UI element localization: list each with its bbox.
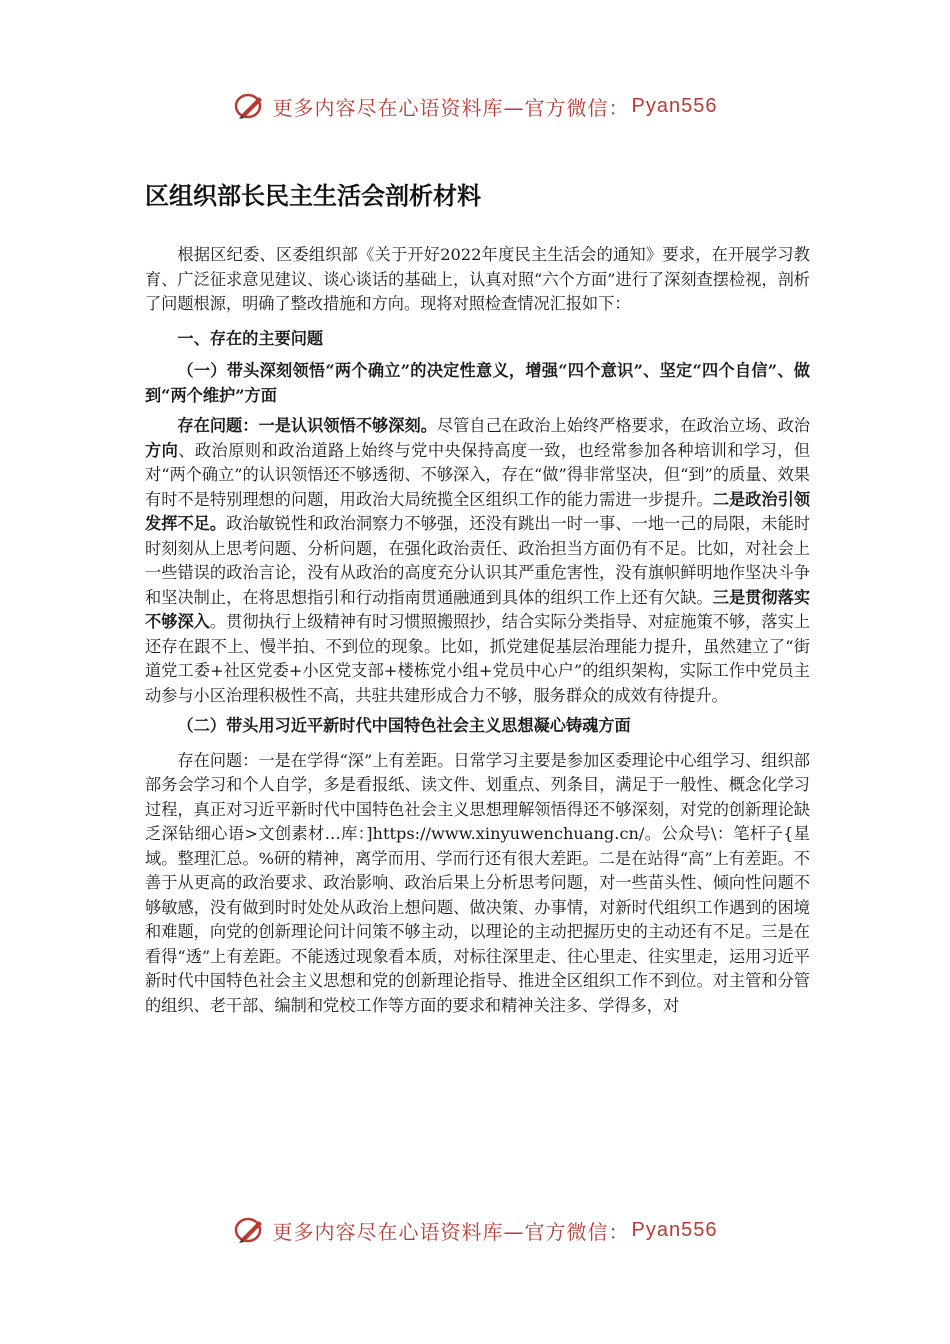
text-run-1: 尽管自己在政治上始终严格要求，在政治立场、政治	[436, 416, 810, 435]
problem-paragraph-1	[145, 414, 810, 708]
watermark-banner-top	[0, 86, 950, 126]
pen-logo-icon	[233, 91, 267, 121]
bold-lead-2: 二是政治引领发挥不足。	[145, 489, 811, 533]
subsection-heading-1: （一）带头深刻领悟“两个确立”的决定性意义，增强“四个意识”、坚定“四个自信”、做到“两个维护”方面	[145, 361, 810, 405]
document-page	[145, 176, 810, 1018]
watermark-text: 更多内容尽在心语资料库—官方微信：	[272, 1219, 630, 1244]
page-title: 区组织部长民主生活会剖析材料	[145, 182, 481, 210]
watermark-wechat-id: Pyan556	[631, 1218, 718, 1241]
bold-inline-direction: 方向	[145, 440, 179, 460]
watermark-text: 更多内容尽在心语资料库—官方微信：	[272, 95, 630, 120]
problem-paragraph-2: 存在问题：一是在学得“深”上有差距。日常学习主要是参加区委理论中心组学习、组织部部务会学习和个人自学，多是看报纸、读文件、划重点、列条目，满足于一般性、概念化学习过程，真正对习近平新时代中国特色社会主义思想理解领悟得还不够深刻，对党的创新理论缺乏深钻细心语>文创素材…库：]https://www.xinyuwenchuang.cn/。公众号\：笔杆子{星域。整理汇总。%研的精神，离学而用、学而行还有很大差距。二是在站得“高”上有差距。不善于从更高的政治要求、政治影响、政治后果上分析思考问题，对一些苗头性、倾向性问题不够敏感，没有做到时时处处从政治上想问题、做决策、办事情，对新时代组织工作遇到的困境和难题，向党的创新理论问计问策不够主动，以理论的主动把握历史的主动还有不足。三是在看得“透”上有差距。不能透过现象看本质，对标往深里走、往心里走、往实里走，运用习近平新时代中国特色社会主义思想和党的创新理论指导、推进全区组织工作不到位。对主管和分管的组织、老干部、编制和党校工作等方面的要求和精神关注多、学得多，对	[145, 750, 810, 1015]
bold-lead-1: 存在问题：一是认识领悟不够深刻。	[177, 416, 437, 435]
pen-logo-icon	[233, 1215, 267, 1245]
watermark-banner-bottom	[0, 1210, 950, 1250]
subsection-heading-2: （二）带头用习近平新时代中国特色社会主义思想凝心铸魂方面	[177, 716, 631, 735]
bold-lead-3: 三是贯彻落实不够深入	[145, 587, 811, 631]
text-run-2: 政治敏锐性和政治洞察力不够强，还没有跳出一时一事、一地一己的局限，未能时时刻刻从上思考问题、分析问题，在强化政治责任、政治担当方面仍有不足。比如，对社会上一些错误的政治言论，没有从政治的高度充分认识其严重危害性，没有旗帜鲜明地作坚决斗争和坚决制止，在将思想指引和行动指南贯通融通到具体的组织工作上还有欠缺。	[145, 514, 811, 607]
watermark-wechat-id: Pyan556	[631, 94, 718, 117]
text-run-1b: 、政治原则和政治道路上始终与党中央保持高度一致，也经常参加各种培训和学习，但对“两个确立”的认识领悟还不够透彻、不够深入，存在“做”得非常坚决，但“到”的质量、效果有时不是特别理想的问题，用政治大局统揽全区组织工作的能力需进一步提升。	[145, 440, 811, 509]
text-run-3: 。贯彻执行上级精神有时习惯照搬照抄，结合实际分类指导、对症施策不够，落实上还存在跟不上、慢半拍、不到位的现象。比如，抓党建促基层治理能力提升，虽然建立了“街道党工委+社区党委+小区党支部+楼栋党小组+党员中心户”的组织架构，实际工作中党员主动参与小区治理积极性不高，共驻共建形成合力不够，服务群众的成效有待提升。	[145, 612, 811, 705]
section-heading-1: 一、存在的主要问题	[177, 328, 324, 348]
intro-paragraph: 根据区纪委、区委组织部《关于开好2022年度民主生活会的通知》要求，在开展学习教育、广泛征求意见建议、谈心谈话的基础上，认真对照“六个方面”进行了深刻查摆检视，剖析了问题根源，明确了整改措施和方向。现将对照检查情况汇报如下：	[145, 245, 810, 313]
